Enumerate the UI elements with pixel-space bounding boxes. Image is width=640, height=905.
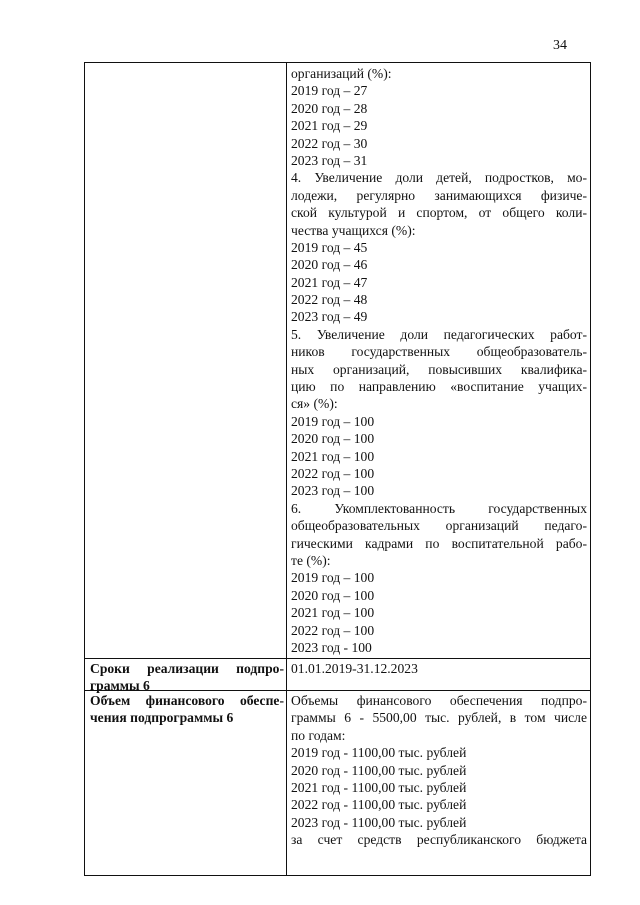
row2-period-value — [291, 660, 587, 677]
text-line: 2019 год – 45 — [291, 239, 368, 255]
text-line: гическими кадрами по воспитательной рабо- — [291, 535, 587, 551]
text-line: по годам: — [291, 727, 346, 743]
text-line: Объемы финансового обеспечения подпро- — [291, 693, 587, 708]
text-line: ся» (%): — [291, 396, 338, 412]
text-line: лодежи, регулярно занимающихся физиче- — [291, 187, 587, 203]
text-line: 2020 год – 46 — [291, 257, 368, 273]
text-line: 2023 год – 100 — [291, 483, 375, 499]
text-line: 2022 год – 100 — [291, 465, 375, 481]
text-line: граммы 6 - 5500,00 тыс. рублей, в том числе — [291, 710, 587, 726]
text-line: 2023 год - 100 — [291, 639, 372, 655]
text-line: 2022 год - 1100,00 тыс. рублей — [291, 797, 467, 813]
text-line: Объем финансового обеспе- — [90, 693, 284, 708]
text-line: 2019 год - 1100,00 тыс. рублей — [291, 745, 467, 761]
text-line: за счет средств республиканского бюджета — [291, 832, 587, 848]
text-line: чения подпрограммы 6 — [90, 710, 234, 726]
text-line: 2023 год - 1100,00 тыс. рублей — [291, 814, 467, 830]
text-line: ников государственных общеобразователь- — [291, 344, 587, 360]
text-line: Сроки реализации подпро- — [90, 661, 284, 676]
text-line: 2022 год – 30 — [291, 135, 368, 151]
text-line: 4. Увеличение доли детей, подростков, мо- — [291, 170, 587, 186]
page-number: 34 — [553, 38, 567, 53]
text-line: те (%): — [291, 552, 331, 568]
text-line: 2021 год – 100 — [291, 448, 375, 464]
text-line: общеобразовательных организаций педаго- — [291, 518, 587, 534]
text-line: ской культурой и спортом, от общего коли- — [291, 205, 587, 221]
row-divider — [85, 658, 590, 659]
text-line: 2020 год - 1100,00 тыс. рублей — [291, 762, 467, 778]
text-line: организаций (%): — [291, 66, 392, 81]
text-line: 2022 год – 48 — [291, 292, 368, 308]
text-line: ных организаций, повысивших квалифика- — [291, 361, 587, 377]
text-line: 2021 год – 100 — [291, 605, 375, 621]
column-divider — [286, 63, 287, 875]
text-line: 2023 год – 49 — [291, 309, 368, 325]
text-line: цию по направлению «воспитание учащих- — [291, 379, 587, 395]
text-line: 2020 год – 100 — [291, 587, 375, 603]
text-line: 2022 год – 100 — [291, 622, 375, 638]
text-line: 01.01.2019-31.12.2023 — [291, 661, 418, 676]
text-line: 2019 год – 100 — [291, 570, 375, 586]
row1-indicators-cell — [291, 65, 587, 656]
subprogram-passport-table — [84, 62, 591, 876]
text-line: 2021 год – 29 — [291, 118, 368, 134]
text-line: 6. Укомплектованность государственных — [291, 500, 587, 516]
text-line: 2020 год – 28 — [291, 100, 368, 116]
row3-financing-value — [291, 692, 587, 849]
row3-financing-label — [90, 692, 284, 727]
text-line: 2019 год – 100 — [291, 413, 375, 429]
text-line: 2021 год - 1100,00 тыс. рублей — [291, 779, 467, 795]
text-line: 2019 год – 27 — [291, 83, 368, 99]
text-line: чества учащихся (%): — [291, 222, 416, 238]
text-line: 2023 год – 31 — [291, 152, 368, 168]
text-line: 2020 год – 100 — [291, 431, 375, 447]
text-line: 2021 год – 47 — [291, 274, 368, 290]
row2-period-label — [90, 660, 284, 695]
text-line: граммы 6 — [90, 678, 150, 694]
text-line: 5. Увеличение доли педагогических работ- — [291, 326, 587, 342]
